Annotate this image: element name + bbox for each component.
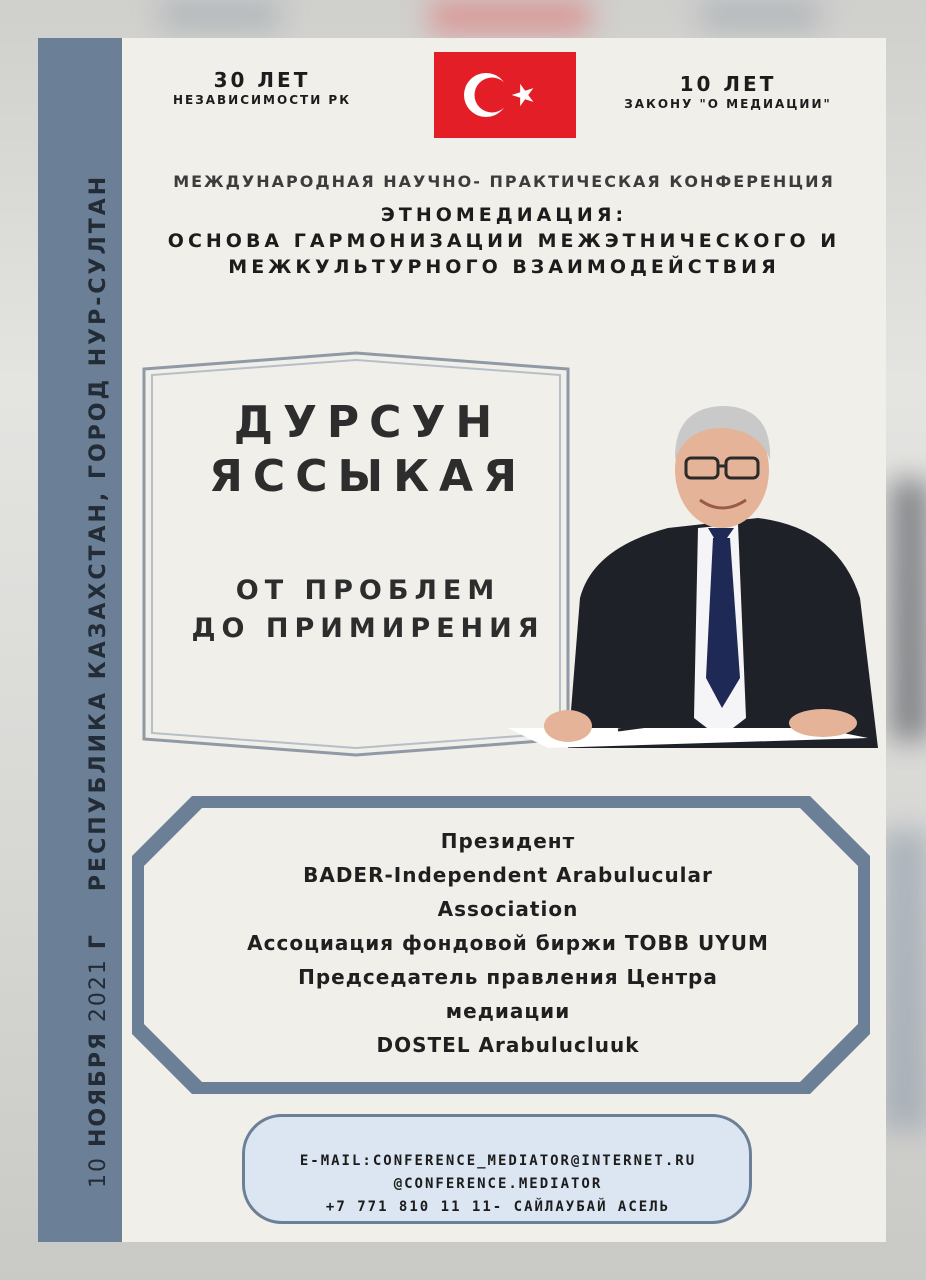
- theme-line: ОСНОВА ГАРМОНИЗАЦИИ МЕЖЭТНИЧЕСКОГО И: [167, 230, 841, 252]
- contact-email[interactable]: E-MAIL:CONFERENCE_MEDIATOR@INTERNET.RU: [299, 1153, 697, 1169]
- side-location: РЕСПУБЛИКА КАЗАХСТАН, ГОРОД НУР-СУЛТАН: [86, 173, 111, 892]
- role-line: Association: [437, 897, 579, 921]
- role-line: BADER-Independent Arabulucular: [303, 863, 713, 887]
- topic-line: ОТ ПРОБЛЕМ: [235, 575, 501, 606]
- conference-poster: [38, 38, 886, 1242]
- side-day: 10: [86, 1156, 111, 1188]
- speaker-roles: [158, 824, 858, 1062]
- speaker-first-name: ДУРСУН: [233, 397, 503, 448]
- topic-line: ДО ПРИМИРЕНИЯ: [191, 613, 545, 644]
- side-month: НОЯБРЯ: [86, 1031, 111, 1147]
- speaker-photo: [508, 378, 886, 748]
- side-year: 2021: [86, 958, 111, 1023]
- role-line: медиации: [445, 999, 571, 1023]
- role-line: Президент: [440, 829, 576, 853]
- mediation-law-badge: [603, 72, 853, 112]
- side-date-location: [86, 174, 111, 1188]
- independence-years: 30 ЛЕТ: [213, 68, 311, 92]
- conference-label: МЕЖДУНАРОДНАЯ НАУЧНО- ПРАКТИЧЕСКАЯ КОНФЕРЕНЦИЯ: [173, 172, 835, 191]
- theme-line: ЭТНОМЕДИАЦИЯ:: [380, 204, 628, 226]
- contact-phone[interactable]: +7 771 810 11 11- САЙЛАУБАЙ АСЕЛЬ: [325, 1199, 671, 1215]
- mediation-law-years: 10 ЛЕТ: [679, 72, 777, 96]
- role-line: Председатель правления Центра: [298, 965, 718, 989]
- role-line: DOSTEL Arabulucluuk: [376, 1033, 640, 1057]
- conference-theme: [122, 202, 886, 280]
- turkey-flag-icon: [434, 52, 576, 138]
- theme-line: МЕЖКУЛЬТУРНОГО ВЗАИМОДЕЙСТВИЯ: [228, 256, 780, 278]
- independence-badge: [142, 68, 382, 108]
- speaker-last-name: ЯССЫКАЯ: [209, 451, 527, 502]
- role-line: Ассоциация фондовой биржи TOBB UYUM: [247, 931, 769, 955]
- contact-info: [248, 1150, 748, 1219]
- independence-caption: НЕЗАВИСИМОСТИ РК: [172, 93, 352, 107]
- mediation-law-caption: ЗАКОНУ "О МЕДИАЦИИ": [624, 97, 832, 111]
- contact-instagram[interactable]: @CONFERENCE.MEDIATOR: [393, 1176, 603, 1192]
- side-year-suffix: Г: [86, 933, 111, 950]
